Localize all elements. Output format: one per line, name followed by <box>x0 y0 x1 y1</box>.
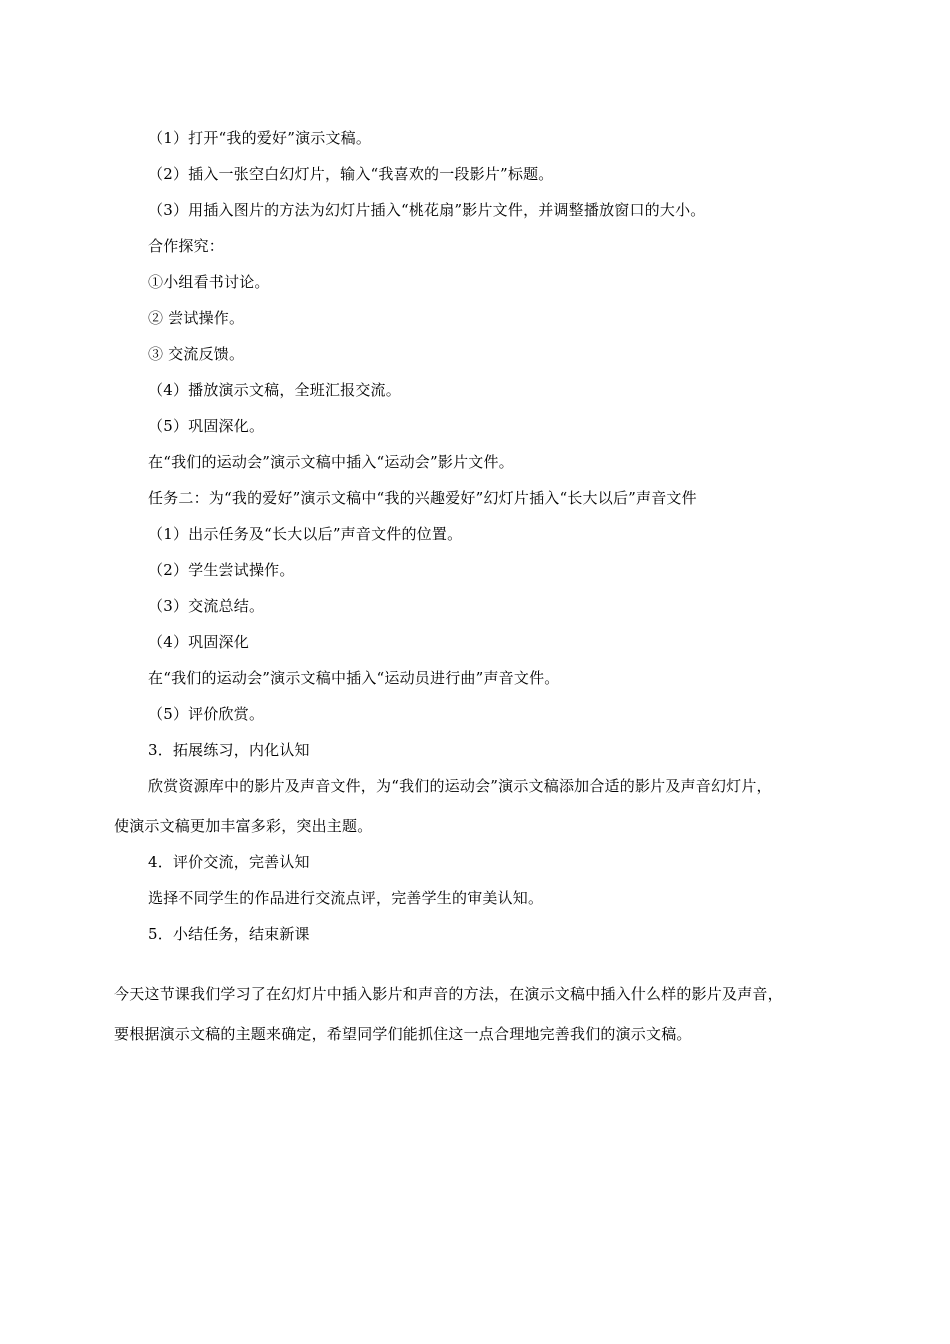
task-two-step-2: （2）学生尝试操作。 <box>148 561 295 579</box>
section-3-body-line-1: 欣赏资源库中的影片及声音文件，为“我们的运动会”演示文稿添加合适的影片及声音幻灯片， <box>148 777 772 795</box>
task-two-step-1: （1）出示任务及“长大以后”声音文件的位置。 <box>148 525 463 543</box>
step-4-play-presentation: （4）播放演示文稿，全班汇报交流。 <box>148 381 401 399</box>
sports-meet-sound-task: 在“我们的运动会”演示文稿中插入“运动员进行曲”声音文件。 <box>148 669 560 687</box>
section-3-heading: 3．拓展练习，内化认知 <box>148 741 310 759</box>
task-two-heading: 任务二：为“我的爱好”演示文稿中“我的兴趣爱好”幻灯片插入“长大以后”声音文件 <box>148 489 697 507</box>
task-two-step-4: （4）巩固深化 <box>148 633 249 651</box>
step-5-consolidate: （5）巩固深化。 <box>148 417 265 435</box>
summary-line-1: 今天这节课我们学习了在幻灯片中插入影片和声音的方法，在演示文稿中插入什么样的影片及声音， <box>114 985 783 1003</box>
summary-line-2: 要根据演示文稿的主题来确定，希望同学们能抓住这一点合理地完善我们的演示文稿。 <box>114 1025 692 1043</box>
section-4-heading: 4．评价交流，完善认知 <box>148 853 310 871</box>
step-2-insert-slide: （2）插入一张空白幻灯片，输入“我喜欢的一段影片”标题。 <box>148 165 554 183</box>
section-4-body: 选择不同学生的作品进行交流点评，完善学生的审美认知。 <box>148 889 544 907</box>
inquiry-item-3: ③ 交流反馈。 <box>148 345 245 363</box>
section-5-heading: 5．小结任务，结束新课 <box>148 925 310 943</box>
step-1-open-presentation: （1）打开“我的爱好”演示文稿。 <box>148 129 372 147</box>
sports-meet-movie-task: 在“我们的运动会”演示文稿中插入“运动会”影片文件。 <box>148 453 514 471</box>
task-two-step-5: （5）评价欣赏。 <box>148 705 265 723</box>
inquiry-item-1: ①小组看书讨论。 <box>148 273 270 291</box>
inquiry-item-2: ② 尝试操作。 <box>148 309 245 327</box>
task-two-step-3: （3）交流总结。 <box>148 597 265 615</box>
section-3-body-line-2: 使演示文稿更加丰富多彩，突出主题。 <box>114 817 373 835</box>
cooperative-inquiry-heading: 合作探究： <box>148 237 225 255</box>
step-3-insert-movie: （3）用插入图片的方法为幻灯片插入“桃花扇”影片文件，并调整播放窗口的大小。 <box>148 201 706 219</box>
